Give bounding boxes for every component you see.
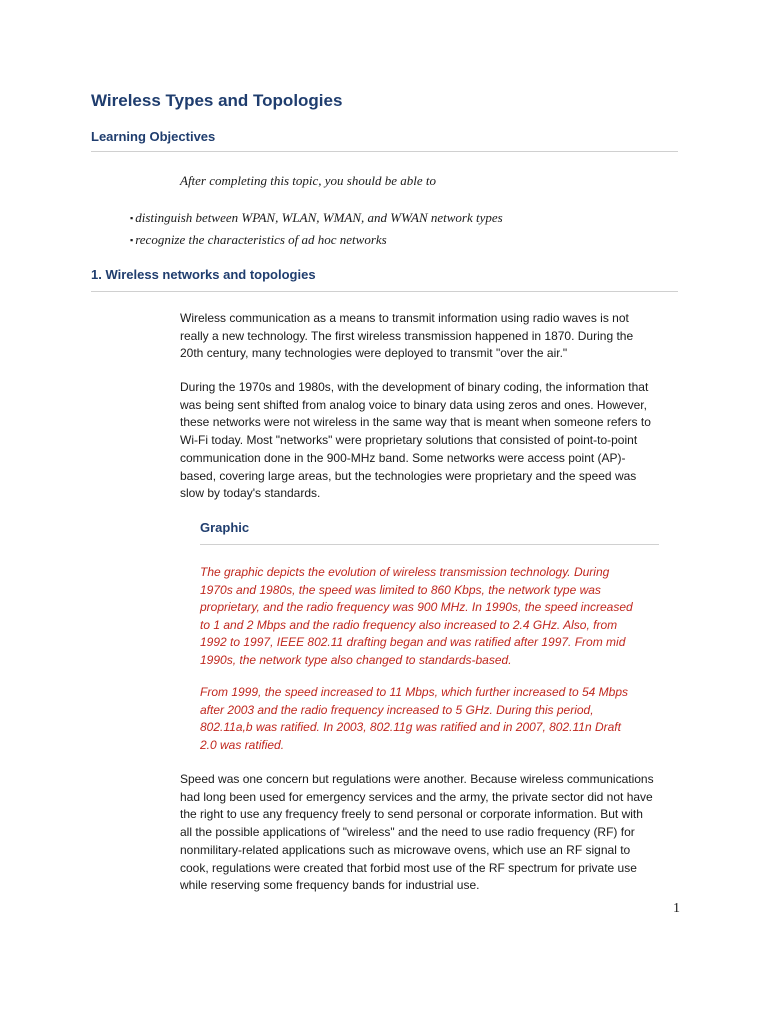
paragraph-line: Speed was one concern but regulations were another. Because wireless communications (180, 772, 654, 786)
graphic-line: proprietary, and the radio frequency was 900 MHz. In 1990s, the speed increased (200, 600, 633, 615)
learning-objectives-divider (91, 151, 678, 152)
graphic-description-1 (200, 564, 670, 670)
objective-item (130, 207, 503, 229)
paragraph-line: During the 1970s and 1980s, with the development of binary coding, the information that (180, 380, 649, 394)
paragraph-line: cook, regulations were created that forbid most use of the RF spectrum for private use (180, 860, 637, 875)
paragraph-line: had long been used for emergency services and the army, the private sector did not have (180, 789, 653, 804)
objectives-list (130, 207, 503, 251)
paragraph-history (180, 310, 680, 363)
paragraph-line: really a new technology. The first wireless transmission happened in 1870. During the (180, 328, 634, 343)
paragraph-line: based, covering large areas, but the technologies were proprietary and the speed was (180, 468, 637, 483)
graphic-line: From 1999, the speed increased to 11 Mbps, which further increased to 54 Mbps (200, 685, 629, 699)
section-heading-wireless-networks: 1. Wireless networks and topologies (91, 267, 316, 282)
graphic-line: 1992 to 1997, IEEE 802.11 drafting began and was ratified after 1997. From mid (200, 635, 626, 650)
objective-text: distinguish between WPAN, WLAN, WMAN, and WWAN network types (135, 210, 503, 225)
paragraph-binary-coding (180, 379, 680, 503)
graphic-line: The graphic depicts the evolution of wireless transmission technology. During (200, 565, 610, 579)
graphic-line: to 1 and 2 Mbps and the radio frequency also increased to 2.4 GHz. Also, from (200, 617, 618, 632)
graphic-divider (200, 544, 659, 545)
paragraph-line: Wireless communication as a means to transmit information using radio waves is not (180, 311, 629, 325)
paragraph-line: Wi-Fi today. Most "networks" were proprietary solutions that consisted of point-to-point (180, 433, 638, 448)
paragraph-line: nonmilitary-related applications such as microwave ovens, which use an RF signal to (180, 842, 631, 857)
bullet-icon: ▪ (130, 235, 134, 245)
graphic-line: 2.0 was ratified. (200, 737, 285, 752)
page-number: 1 (673, 901, 680, 916)
graphic-description-2 (200, 684, 670, 754)
section-divider (91, 291, 678, 292)
paragraph-line: the right to use any frequency freely to send personal or corporate information. But with (180, 807, 643, 822)
graphic-line: 802.11a,b was ratified. In 2003, 802.11g was ratified and in 2007, 802.11n Draft (200, 720, 621, 735)
objective-item (130, 229, 503, 251)
graphic-line: 1990s, the network type also changed to standards-based. (200, 652, 512, 667)
graphic-line: after 2003 and the radio frequency increased to 5 GHz. During this period, (200, 702, 594, 717)
objectives-intro: After completing this topic, you should be able to (180, 173, 436, 188)
paragraph-line: these networks were not wireless in the same way that is meant when someone refers to (180, 415, 651, 430)
learning-objectives-heading: Learning Objectives (91, 129, 216, 144)
paragraph-line: 20th century, many technologies were deployed to transmit "over the air." (180, 346, 568, 361)
paragraph-line: while reserving some frequency bands for industrial use. (180, 878, 480, 893)
paragraph-line: slow by today's standards. (180, 486, 321, 501)
paragraph-line: was being sent shifted from analog voice to binary data using zeros and ones. However, (180, 397, 647, 412)
paragraph-regulations (180, 771, 680, 895)
objective-text: recognize the characteristics of ad hoc networks (135, 232, 387, 247)
bullet-icon: ▪ (130, 213, 134, 223)
document-title: Wireless Types and Topologies (91, 91, 343, 110)
graphic-line: 1970s and 1980s, the speed was limited to 860 Kbps, the network type was (200, 582, 601, 597)
paragraph-line: all the possible applications of "wireless" and the need to use radio frequency (RF) for (180, 825, 635, 840)
paragraph-line: communication done in the 900-MHz band. Some networks were access point (AP)- (180, 450, 626, 465)
graphic-heading: Graphic (200, 520, 250, 535)
